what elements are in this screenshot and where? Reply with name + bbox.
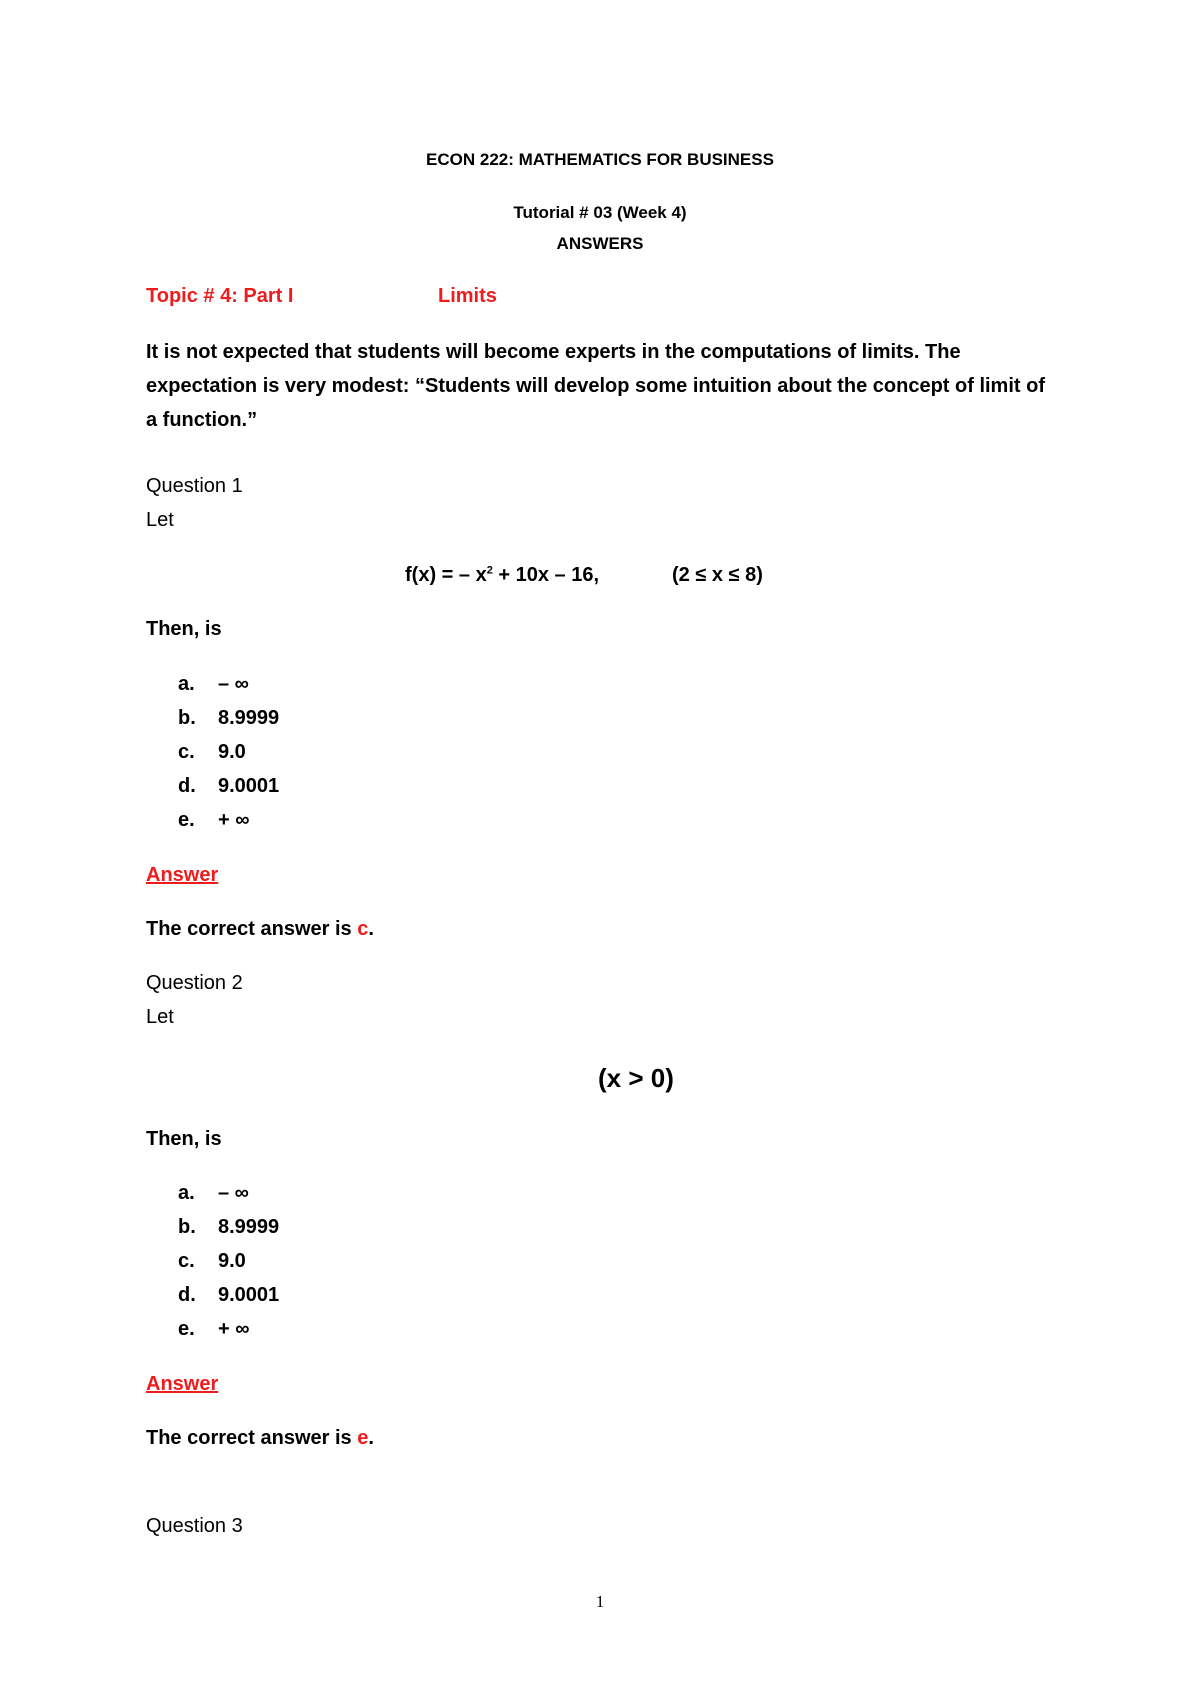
answer-letter: e xyxy=(357,1427,369,1449)
option-letter: b. xyxy=(178,707,196,729)
formula-exponent: 2 xyxy=(486,564,493,577)
question-1-title: Question 1 xyxy=(146,475,243,497)
option-c xyxy=(178,741,246,764)
question-1-let: Let xyxy=(146,509,174,531)
option-letter: e. xyxy=(178,1318,195,1340)
option-c xyxy=(178,1250,246,1273)
topic-name: Limits xyxy=(438,285,497,307)
option-text: 8.9999 xyxy=(218,707,280,729)
option-letter: a. xyxy=(178,673,195,695)
question-2-then: Then, is xyxy=(146,1128,222,1150)
option-letter: d. xyxy=(178,1284,196,1306)
answer-prefix: The correct answer is xyxy=(146,918,358,940)
question-2-domain: (x > 0) xyxy=(598,1063,674,1093)
option-letter: c. xyxy=(178,741,195,763)
option-text: 9.0 xyxy=(218,1250,246,1272)
formula-rest: + 10x – 16, xyxy=(492,564,600,586)
option-text: 8.9999 xyxy=(218,1216,280,1238)
question-1-then: Then, is xyxy=(146,618,222,640)
option-text: 9.0001 xyxy=(218,1284,280,1306)
option-text: + ∞ xyxy=(218,1318,250,1340)
answer-suffix: . xyxy=(368,1427,374,1449)
question-2-answer-heading: Answer xyxy=(146,1373,219,1395)
option-d xyxy=(178,1284,279,1307)
tutorial-title: Tutorial # 03 (Week 4) xyxy=(513,203,687,222)
answers-subtitle: ANSWERS xyxy=(556,234,644,253)
option-text: – ∞ xyxy=(218,673,249,695)
topic-label: Topic # 4: Part I xyxy=(146,285,294,307)
option-a xyxy=(178,673,249,696)
option-text: 9.0 xyxy=(218,741,246,763)
option-text: – ∞ xyxy=(218,1182,249,1204)
question-1-answer-heading: Answer xyxy=(146,864,219,886)
option-b xyxy=(178,707,279,730)
course-title: ECON 222: MATHEMATICS FOR BUSINESS xyxy=(426,150,774,169)
option-e xyxy=(178,809,250,832)
question-1-domain: (2 ≤ x ≤ 8) xyxy=(672,564,763,586)
intro-paragraph: It is not expected that students will become experts in the computations of limits. The expectation is very modest: “Students will develop some intuition about the concept of limit of a function.” xyxy=(146,341,1045,431)
page-number: 1 xyxy=(595,1592,605,1611)
answer-suffix: . xyxy=(368,918,374,940)
question-2-title: Question 2 xyxy=(146,972,243,994)
option-text: 9.0001 xyxy=(218,775,280,797)
option-b xyxy=(178,1216,279,1239)
formula-main: f(x) = – x xyxy=(405,564,487,586)
option-letter: d. xyxy=(178,775,196,797)
question-1-answer xyxy=(146,918,374,941)
option-letter: c. xyxy=(178,1250,195,1272)
option-a xyxy=(178,1182,249,1205)
option-e xyxy=(178,1318,250,1341)
answer-prefix: The correct answer is xyxy=(146,1427,358,1449)
option-letter: a. xyxy=(178,1182,195,1204)
question-2-answer xyxy=(146,1427,374,1450)
question-2-let: Let xyxy=(146,1006,174,1028)
answer-letter: c xyxy=(357,918,369,940)
question-3-title: Question 3 xyxy=(146,1515,243,1537)
option-letter: e. xyxy=(178,809,195,831)
option-letter: b. xyxy=(178,1216,196,1238)
option-d xyxy=(178,775,279,798)
question-1-formula xyxy=(405,564,599,587)
option-text: + ∞ xyxy=(218,809,250,831)
